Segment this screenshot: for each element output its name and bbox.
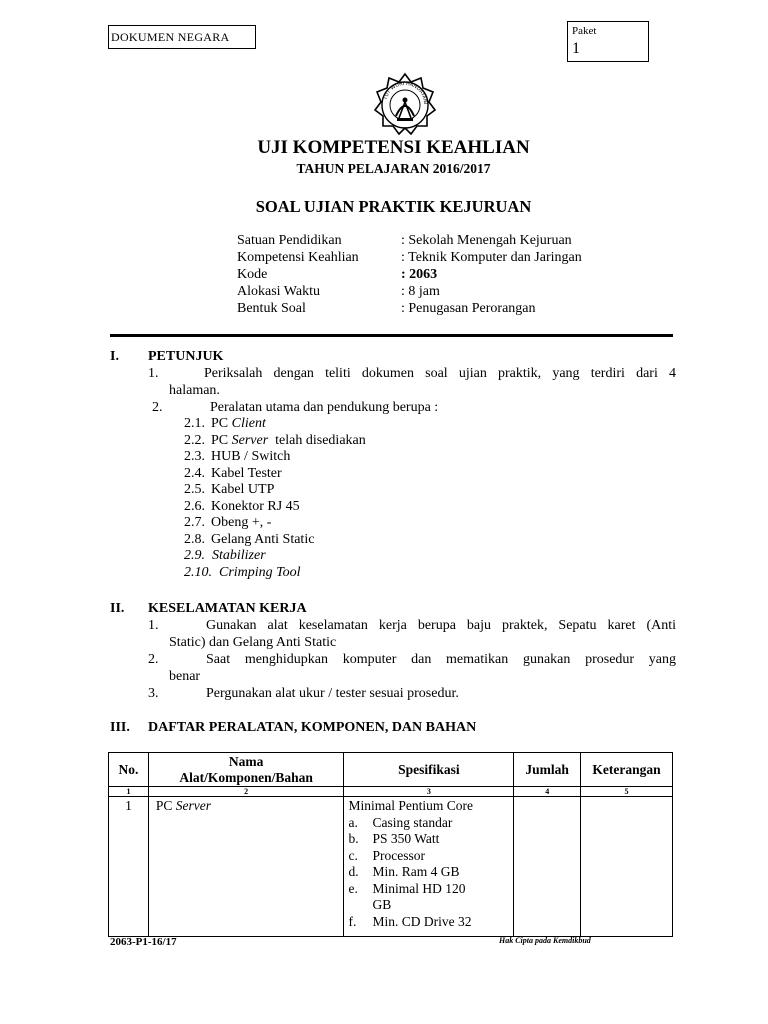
spec-item: c. Processor <box>348 847 425 863</box>
info-key: Bentuk Soal <box>237 301 306 316</box>
sub-item: 2.8. Gelang Anti Static <box>184 531 315 547</box>
header-qty: Jumlah <box>514 753 581 787</box>
divider <box>110 334 673 337</box>
main-title: UJI KOMPETENSI KEAHLIAN <box>257 137 530 158</box>
sub-item: 2.7. Obeng +, - <box>184 515 272 530</box>
list-item <box>148 366 676 383</box>
section-title: KESELAMATAN KERJA <box>148 601 307 616</box>
sub-item: 2.3. HUB / Switch <box>184 449 291 464</box>
header-name: Nama Alat/Komponen/Bahan <box>148 753 344 787</box>
spec-list <box>348 815 513 931</box>
svg-text:TUT WURI HANDAYANI: TUT WURI HANDAYANI <box>382 80 429 105</box>
cell-spec: Minimal Pentium Core a. Casing standar b. PS 350 Watt c. Processor d. Min. Ram 4 GB e. Minimal HD 120 GB f. Min. CD Drive 32 <box>344 797 514 937</box>
info-row <box>237 300 582 317</box>
sub-item: 2.6. Konektor RJ 45 <box>184 498 300 514</box>
item-text: Peralatan utama dan pendukung berupa : <box>210 400 439 415</box>
spec-item: d. Min. Ram 4 GB <box>348 864 460 879</box>
item-number: 1. <box>148 366 159 381</box>
sub-item: 2.1. PC Client <box>184 416 266 431</box>
column-number-row <box>109 787 673 797</box>
spec-item: f. Min. CD Drive 32 <box>348 913 472 929</box>
header-notes: Keterangan <box>581 753 673 787</box>
list-item: 1. Gunakan alat keselamatan kerja berupa baju praktek, Sepatu karet (Anti <box>148 618 676 633</box>
info-key: Kompetensi Keahlian <box>237 250 359 265</box>
info-value-code: : 2063 <box>401 267 438 282</box>
equipment-table <box>108 752 673 937</box>
info-row <box>237 249 582 266</box>
column-number: 5 <box>581 787 673 797</box>
sub-item: 2.10. Crimping Tool <box>184 564 301 580</box>
paket-label: Paket <box>572 25 597 37</box>
list-item <box>152 400 438 417</box>
section-heading-petunjuk <box>110 349 223 365</box>
paket-number: 1 <box>572 40 580 57</box>
info-key: Satuan Pendidikan <box>237 233 342 248</box>
year-title: TAHUN PELAJARAN 2016/2017 <box>296 161 491 176</box>
section-heading-keselamatan <box>110 601 307 617</box>
sub-item: 2.4. Kabel Tester <box>184 465 282 481</box>
table-header-row <box>109 753 673 787</box>
column-number: 4 <box>514 787 581 797</box>
spec-item: b. PS 350 Watt <box>348 831 440 846</box>
table-row <box>109 797 673 937</box>
section-number: III. <box>110 720 130 735</box>
section-number: II. <box>110 601 125 616</box>
section-number: I. <box>110 349 119 364</box>
item-text-cont: halaman. <box>169 383 220 398</box>
info-row <box>237 232 582 249</box>
item-text-cont: benar <box>169 669 201 684</box>
exam-info <box>237 232 582 317</box>
cell-qty <box>514 797 581 937</box>
sub-item: 2.5. Kabel UTP <box>184 482 275 497</box>
item-number: 2. <box>152 400 163 415</box>
paket-box <box>567 21 649 62</box>
header-no: No. <box>109 753 149 787</box>
document-label-box <box>108 25 256 49</box>
section-title: PETUNJUK <box>148 349 224 364</box>
spec-item: a. Casing standar <box>348 814 453 830</box>
info-key: Alokasi Waktu <box>237 284 320 299</box>
document-label: DOKUMEN NEGARA <box>111 30 230 44</box>
info-value: : Penugasan Perorangan <box>401 301 536 316</box>
footer-copyright: Hak Cipta pada Kemdikbud <box>499 936 591 945</box>
info-value: : Teknik Komputer dan Jaringan <box>401 250 582 265</box>
item-text-cont: Static) dan Gelang Anti Static <box>169 635 337 650</box>
column-number: 2 <box>148 787 344 797</box>
info-row <box>237 266 582 283</box>
column-number: 3 <box>344 787 514 797</box>
section-title: DAFTAR PERALATAN, KOMPONEN, DAN BAHAN <box>148 720 477 735</box>
cell-no: 1 <box>109 797 149 937</box>
info-value: : Sekolah Menengah Kejuruan <box>401 233 572 248</box>
sub-item: 2.9. Stabilizer <box>184 548 266 563</box>
header-spec: Spesifikasi <box>344 753 514 787</box>
spec-item: e. Minimal HD 120 GB <box>348 880 466 912</box>
sub-item: 2.2. PC Server telah disediakan <box>184 432 366 448</box>
footer-code: 2063-P1-16/17 <box>110 936 177 948</box>
column-number: 1 <box>109 787 149 797</box>
cell-notes <box>581 797 673 937</box>
cell-name: PC Server <box>148 797 344 937</box>
section-heading-daftar <box>110 720 476 736</box>
tut-wuri-handayani-logo <box>373 72 437 136</box>
exam-title: SOAL UJIAN PRAKTIK KEJURUAN <box>255 197 532 216</box>
info-row <box>237 283 582 300</box>
list-item: 3. Pergunakan alat ukur / tester sesuai prosedur. <box>148 686 459 701</box>
info-value: : 8 jam <box>401 284 440 299</box>
info-key: Kode <box>237 267 268 282</box>
list-item: 2. Saat menghidupkan komputer dan mematikan gunakan prosedur yang <box>148 652 676 667</box>
equipment-sublist <box>184 416 366 581</box>
item-text: Periksalah dengan teliti dokumen soal ujian praktik, yang terdiri dari 4 <box>204 366 676 381</box>
